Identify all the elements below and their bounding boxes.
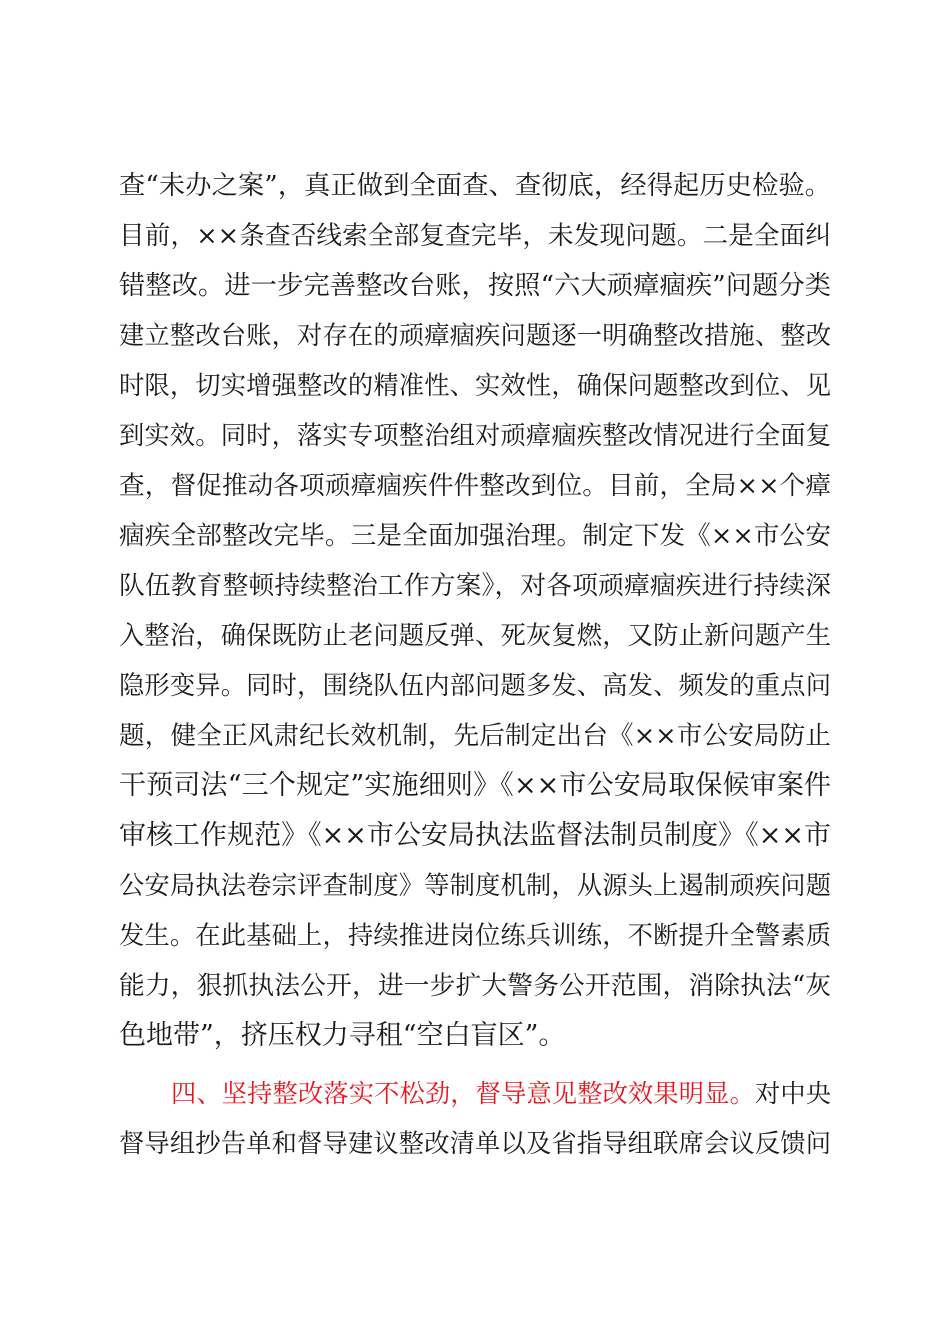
body-line: 发生。在此基础上，持续推进岗位练兵训练，不断提升全警素质	[119, 921, 831, 950]
body-line: 时限，切实增强整改的精准性、实效性，确保问题整改到位、见	[119, 371, 831, 400]
body-line: 题，健全正风肃纪长效机制，先后制定出台《××市公安局防止	[119, 721, 831, 751]
body-line: 能力，狠抓执法公开，进一步扩大警务公开范围，消除执法“灰	[119, 971, 831, 1001]
body-line: 痼疾全部整改完毕。三是全面加强治理。制定下发《××市公安	[119, 521, 831, 551]
body-line: 色地带”，挤压权力寻租“空白盲区”。	[119, 1020, 566, 1051]
body-line: 队伍教育整顿持续整治工作方案》，对各项顽瘴痼疾进行持续深	[119, 571, 831, 601]
body-line: 错整改。进一步完善整改台账，按照“六大顽瘴痼疾”问题分类	[119, 271, 831, 301]
body-line: 干预司法“三个规定”实施细则》《××市公安局取保候审案件	[119, 770, 831, 801]
body-line: 公安局执法卷宗评查制度》等制度机制，从源头上遏制顽疾问题	[119, 871, 831, 900]
body-text: 对中央	[754, 1079, 832, 1108]
body-line: 查，督促推动各项顽瘴痼疾件件整改到位。目前，全局××个瘴	[119, 471, 831, 501]
body-line: 建立整改台账，对存在的顽瘴痼疾问题逐一明确整改措施、整改	[119, 321, 831, 350]
body-line: 目前，××条查否线索全部复查完毕，未发现问题。二是全面纠	[119, 221, 831, 251]
body-line: 到实效。同时，落实专项整治组对顽瘴痼疾整改情况进行全面复	[119, 421, 831, 450]
body-line: 督导组抄告单和督导建议整改清单以及省指导组联席会议反馈问	[119, 1129, 831, 1158]
section-heading: 四、坚持整改落实不松劲，督导意见整改效果明显。	[171, 1079, 755, 1108]
body-line: 查“未办之案”，真正做到全面查、查彻底，经得起历史检验。	[119, 171, 831, 201]
body-line: 隐形变异。同时，围绕队伍内部问题多发、高发、频发的重点问	[119, 671, 831, 700]
section-heading-line	[119, 1074, 831, 1114]
body-line: 入整治，确保既防止老问题反弹、死灰复燃，又防止新问题产生	[119, 621, 831, 650]
body-line: 审核工作规范》《××市公安局执法监督法制员制度》《××市	[119, 820, 831, 851]
